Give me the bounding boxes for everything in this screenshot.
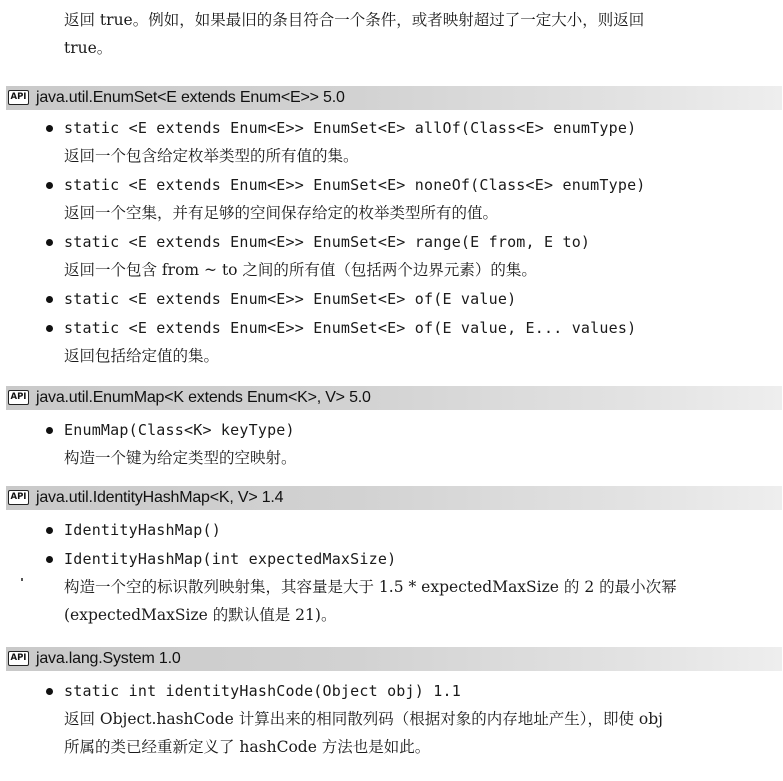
api-header-enummap: [6, 386, 782, 410]
api-title-enummap: java.util.EnumMap<K extends Enum<K>, V> 5.0: [36, 389, 371, 406]
signature-text: static <E extends Enum<E>> EnumSet<E> allOf(Class<E> enumType): [64, 119, 637, 137]
description-line-1: 构造一个空的标识散列映射集，其容量是大于 1.5 * expectedMaxSize 的 2 的最小次幂: [64, 578, 677, 596]
description-line-2: (expectedMaxSize 的默认值是 21)。: [64, 606, 337, 624]
api-badge-icon: API: [8, 390, 29, 405]
method-description: 返回一个空集，并有足够的空间保存给定的枚举类型所有的值。: [64, 204, 499, 222]
bullet-icon: [46, 688, 53, 695]
intro-line-2: true。: [64, 39, 113, 57]
method-description: 返回一个包含给定枚举类型的所有值的集。: [64, 147, 359, 165]
method-enumset-allof: [46, 114, 776, 170]
bullet-icon: [46, 125, 53, 132]
method-description: [46, 573, 776, 629]
method-description: 返回一个包含 from ~ to 之间的所有值（包括两个边界元素）的集。: [64, 261, 537, 279]
signature-text: static <E extends Enum<E>> EnumSet<E> of(E value): [64, 290, 517, 308]
api-header-system: [6, 647, 782, 671]
bullet-icon: [46, 239, 53, 246]
description-line-2: 所属的类已经重新定义了 hashCode 方法也是如此。: [64, 738, 431, 756]
method-enumset-of-varargs: [46, 314, 776, 370]
api-title-enumset: java.util.EnumSet<E extends Enum<E>> 5.0: [36, 89, 345, 106]
signature-text: EnumMap(Class<K> keyType): [64, 421, 295, 439]
bullet-icon: [46, 527, 53, 534]
method-enumset-of-single: [46, 285, 776, 313]
signature-text: IdentityHashMap(): [64, 521, 221, 539]
intro-paragraph: [64, 6, 776, 62]
bullet-icon: [46, 427, 53, 434]
method-description: 构造一个键为给定类型的空映射。: [64, 449, 297, 467]
api-badge-icon: API: [8, 90, 29, 105]
method-description: [46, 705, 776, 761]
method-signature: [46, 516, 776, 544]
method-enumset-range: [46, 228, 776, 284]
signature-text: static <E extends Enum<E>> EnumSet<E> of(E value, E... values): [64, 319, 637, 337]
bullet-icon: [46, 182, 53, 189]
signature-text: static int identityHashCode(Object obj) 1.1: [64, 682, 461, 700]
method-signature: [46, 545, 776, 573]
method-enummap-constructor: [46, 416, 776, 472]
signature-text: static <E extends Enum<E>> EnumSet<E> noneOf(Class<E> enumType): [64, 176, 646, 194]
method-signature: [46, 228, 776, 256]
method-identityhashmap-sized: [46, 545, 776, 629]
method-system-identityhashcode: [46, 677, 776, 761]
api-header-identityhashmap: [6, 486, 782, 510]
method-signature: [46, 416, 776, 444]
signature-text: IdentityHashMap(int expectedMaxSize): [64, 550, 397, 568]
description-line-1: 返回 Object.hashCode 计算出来的相同散列码（根据对象的内存地址产生），即使 obj: [64, 710, 663, 728]
method-signature: [46, 171, 776, 199]
method-description: 返回包括给定值的集。: [64, 347, 220, 365]
method-signature: [46, 314, 776, 342]
method-identityhashmap-default: [46, 516, 776, 544]
bullet-icon: [46, 296, 53, 303]
bullet-icon: [46, 556, 53, 563]
method-signature: [46, 285, 776, 313]
api-header-enumset: [6, 86, 782, 110]
api-title-identityhashmap: java.util.IdentityHashMap<K, V> 1.4: [36, 489, 284, 506]
bullet-icon: [46, 325, 53, 332]
api-badge-icon: API: [8, 490, 29, 505]
method-signature: [46, 114, 776, 142]
method-enumset-noneof: [46, 171, 776, 227]
api-title-system: java.lang.System 1.0: [36, 650, 181, 667]
scan-speck: [21, 578, 23, 581]
intro-line-1: 返回 true。例如，如果最旧的条目符合一个条件，或者映射超过了一定大小，则返回: [64, 11, 645, 29]
api-badge-icon: API: [8, 651, 29, 666]
method-signature: [46, 677, 776, 705]
signature-text: static <E extends Enum<E>> EnumSet<E> range(E from, E to): [64, 233, 591, 251]
